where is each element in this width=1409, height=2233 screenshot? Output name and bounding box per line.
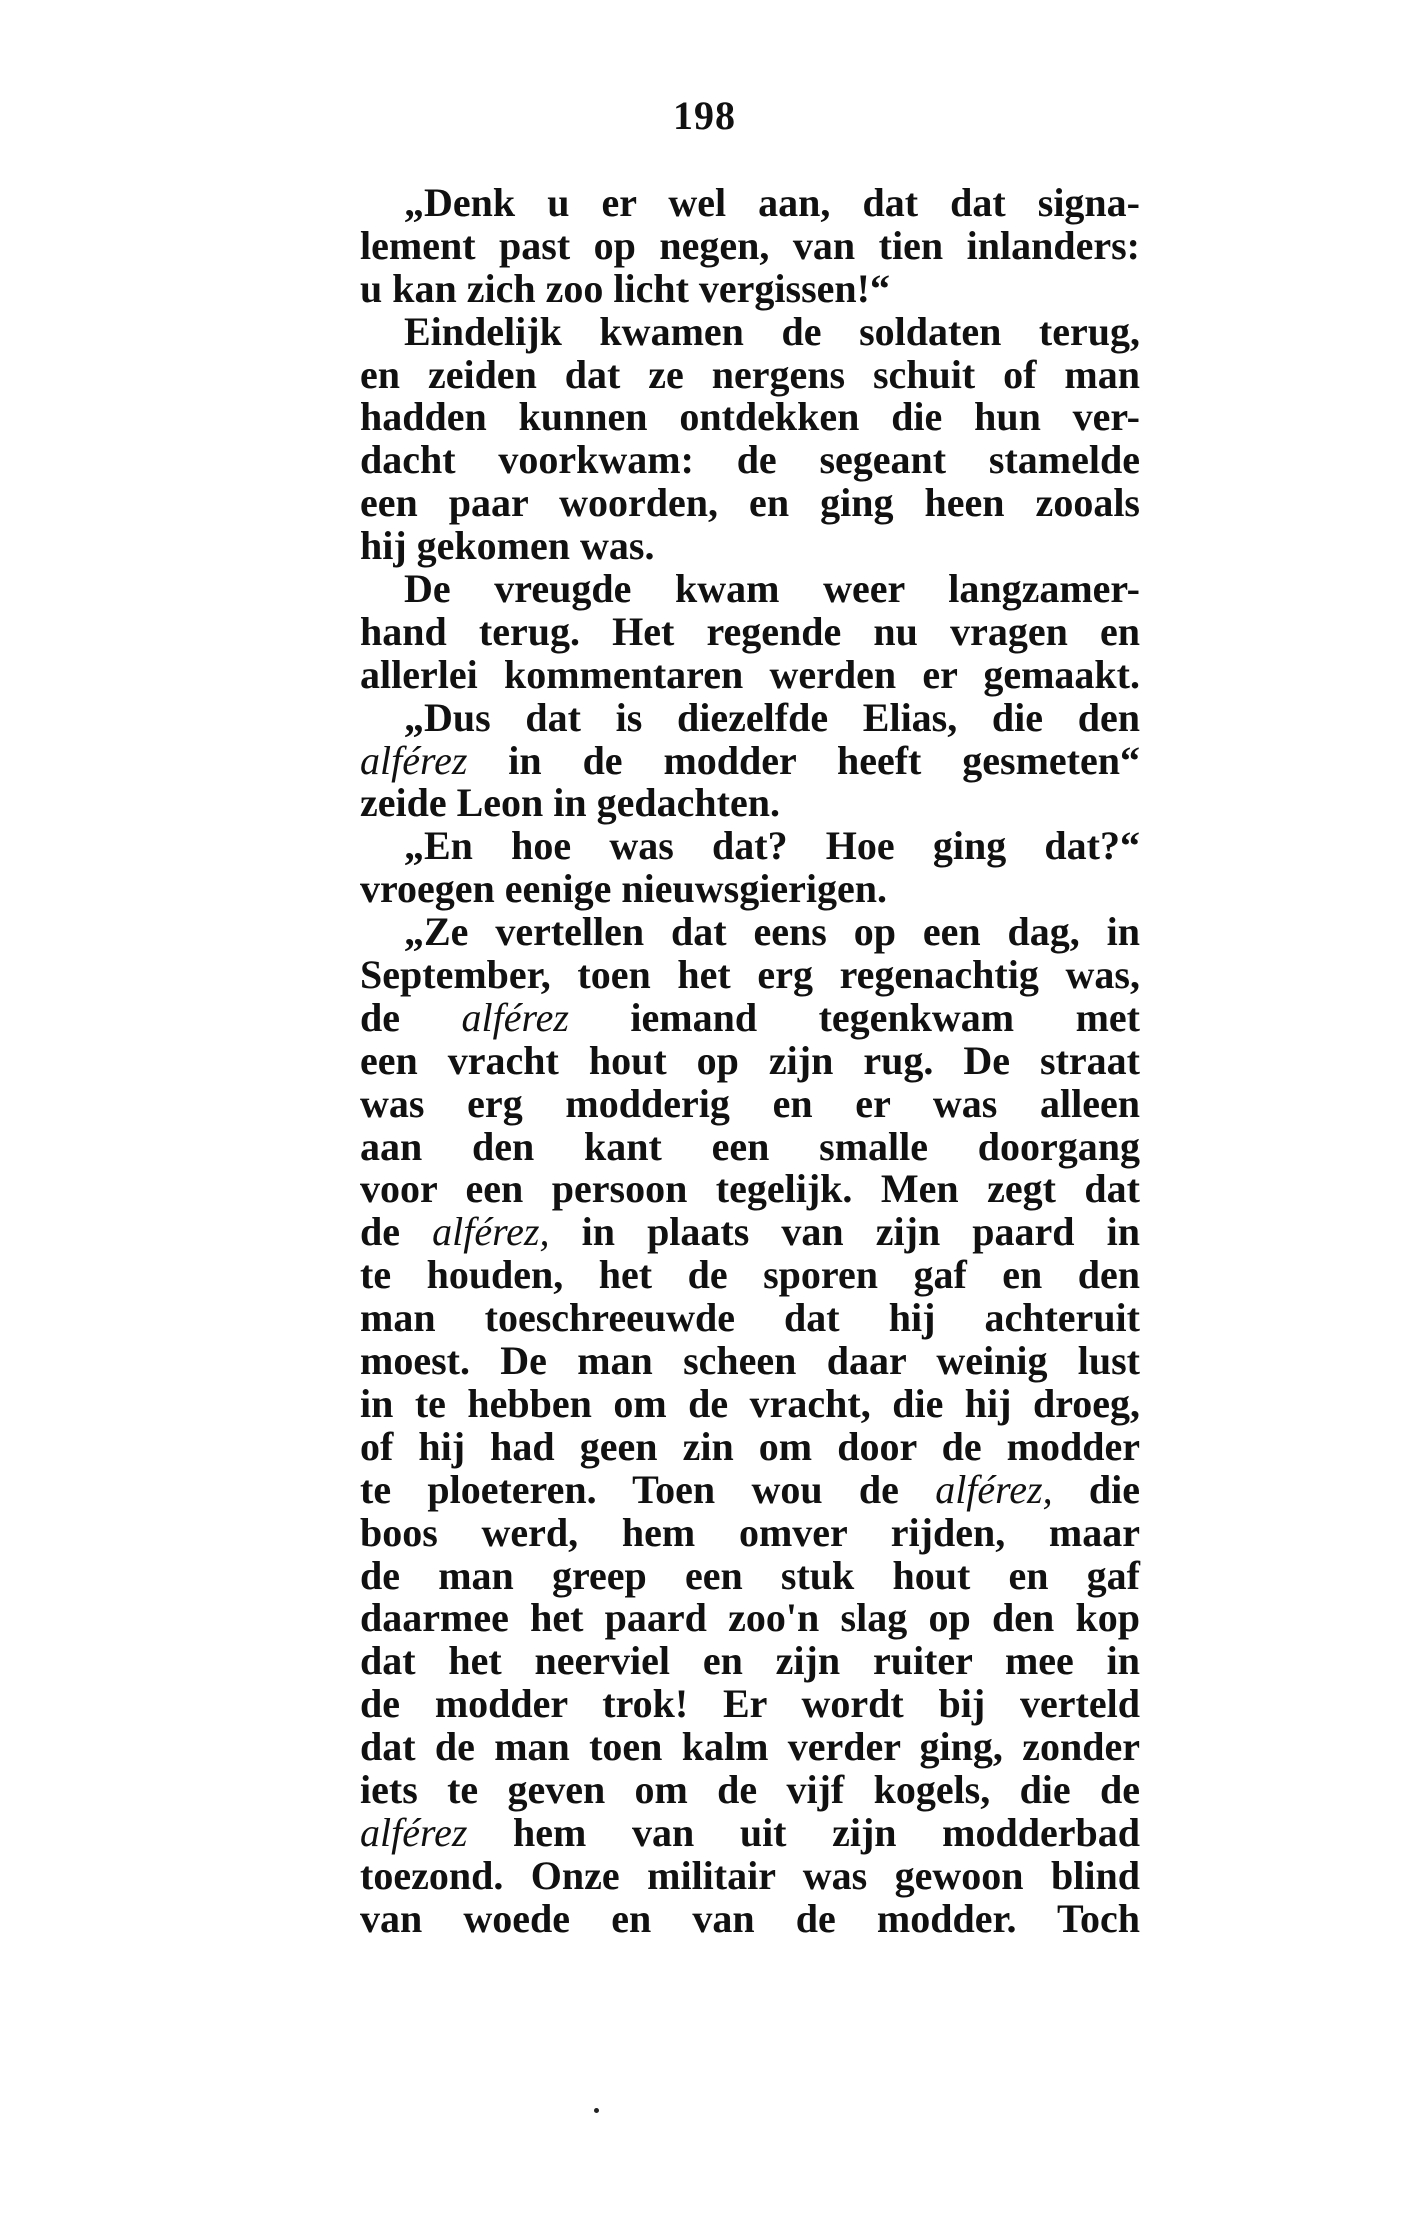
text-segment: de modder trok! Er wordt bij verteld	[360, 1681, 1140, 1727]
text-segment: die	[1052, 1466, 1140, 1512]
text-segment: Eindelijk kwamen de soldaten terug,	[404, 308, 1140, 354]
text-line	[360, 1509, 1140, 1555]
text-line	[360, 1640, 1140, 1683]
text-segment: hadden kunnen ontdekken die hun ver-	[360, 394, 1140, 440]
text-segment: man toeschreeuwde dat hij achteruit	[360, 1295, 1140, 1341]
text-segment: iets te geven om de vijf kogels, die de	[360, 1766, 1140, 1812]
text-line	[360, 1254, 1140, 1297]
text-segment: daarmee het paard zoo'n slag op den kop	[360, 1595, 1140, 1641]
text-segment: boos werd, hem omver rijden, maar	[360, 1509, 1140, 1555]
text-line	[360, 1211, 1140, 1254]
text-segment: te houden, het de sporen gaf en den	[360, 1252, 1140, 1298]
text-line	[360, 265, 1140, 311]
text-line	[360, 396, 1140, 439]
italic-term: alférez	[360, 1809, 468, 1855]
text-line	[360, 222, 1140, 268]
text-line	[360, 568, 1140, 611]
text-line	[360, 954, 1140, 997]
text-segment: „Denk u er wel aan, dat dat signa-	[404, 180, 1140, 225]
text-line	[360, 1123, 1140, 1169]
text-line	[360, 825, 1140, 868]
text-segment: September, toen het erg regenachtig was,	[360, 952, 1140, 998]
text-line	[360, 608, 1140, 654]
text-line	[360, 1895, 1140, 1941]
text-line	[360, 1766, 1140, 1812]
text-line	[360, 1037, 1140, 1083]
text-line	[360, 651, 1140, 697]
text-line	[360, 1466, 1140, 1512]
text-segment: allerlei kommentaren werden er gemaakt.	[360, 651, 1140, 697]
text-segment: hij gekomen was.	[360, 523, 655, 569]
text-line	[360, 1340, 1140, 1383]
text-line	[360, 737, 1140, 783]
text-line	[360, 1726, 1140, 1769]
print-speck	[594, 2108, 599, 2113]
text-segment: „Ze vertellen dat eens op een dag, in	[404, 909, 1140, 955]
text-segment: de	[360, 994, 462, 1040]
text-line	[360, 1552, 1140, 1598]
text-segment: vroegen eenige nieuwsgierigen.	[360, 866, 887, 912]
text-line	[360, 182, 1140, 225]
italic-term: alférez	[461, 994, 569, 1040]
text-segment: of hij had geen zin om door de modder	[360, 1423, 1140, 1469]
text-segment: „Dus dat is diezelfde Elias, die den	[404, 694, 1140, 740]
text-line	[360, 439, 1140, 482]
text-segment: voor een persoon tegelijk. Men zegt dat	[360, 1166, 1140, 1212]
text-line	[360, 782, 1140, 825]
text-segment: dat de man toen kalm verder ging, zonder	[360, 1724, 1140, 1770]
text-line	[360, 1597, 1140, 1640]
text-line	[360, 1080, 1140, 1126]
text-segment: in te hebben om de vracht, die hij droeg,	[360, 1380, 1140, 1426]
text-segment: een vracht hout op zijn rug. De straat	[360, 1037, 1140, 1083]
text-segment: iemand tegenkwam met	[568, 994, 1140, 1040]
page-number: 198	[673, 93, 736, 138]
text-segment: hem van uit zijn modderbad	[467, 1809, 1140, 1855]
text-line	[360, 351, 1140, 397]
text-segment: van woede en van de modder. Toch	[360, 1895, 1140, 1941]
body-text	[360, 182, 1140, 1941]
italic-term: alférez,	[935, 1466, 1053, 1512]
text-segment: dacht voorkwam: de segeant stamelde	[360, 437, 1140, 483]
text-line	[360, 868, 1140, 911]
text-segment: de man greep een stuk hout en gaf	[360, 1552, 1140, 1598]
text-segment: een paar woorden, en ging heen zooals	[360, 480, 1140, 526]
text-line	[360, 1380, 1140, 1426]
text-line	[360, 1852, 1140, 1898]
text-segment: hand terug. Het regende nu vragen en	[360, 608, 1140, 654]
text-segment: zeide Leon in gedachten.	[360, 780, 780, 826]
text-line	[360, 308, 1140, 354]
text-segment: toezond. Onze militair was gewoon blind	[360, 1852, 1140, 1898]
text-segment: moest. De man scheen daar weinig lust	[360, 1338, 1140, 1384]
text-segment: in de modder heeft gesmeten“	[467, 737, 1140, 783]
text-line	[360, 994, 1140, 1040]
text-line	[360, 1683, 1140, 1726]
text-segment: te ploeteren. Toen wou de	[360, 1466, 936, 1512]
text-segment: was erg modderig en er was alleen	[360, 1080, 1140, 1126]
text-segment: de	[360, 1209, 433, 1255]
text-line	[360, 1297, 1140, 1340]
italic-term: alférez,	[432, 1209, 550, 1255]
text-line	[360, 1168, 1140, 1211]
italic-term: alférez	[360, 737, 468, 783]
text-line	[360, 911, 1140, 954]
text-segment: lement past op negen, van tien inlanders:	[360, 222, 1140, 268]
text-line	[360, 1809, 1140, 1855]
text-line	[360, 1423, 1140, 1469]
text-segment: aan den kant een smalle doorgang	[360, 1123, 1140, 1169]
text-segment: en zeiden dat ze nergens schuit of man	[360, 351, 1140, 397]
text-segment: dat het neerviel en zijn ruiter mee in	[360, 1638, 1140, 1684]
text-segment: in plaats van zijn paard in	[549, 1209, 1141, 1255]
text-line	[360, 694, 1140, 740]
text-line	[360, 525, 1140, 568]
text-segment: De vreugde kwam weer langzamer-	[404, 566, 1140, 612]
text-segment: u kan zich zoo licht vergissen!“	[360, 265, 890, 311]
text-line	[360, 482, 1140, 525]
text-segment: „En hoe was dat? Hoe ging dat?“	[404, 823, 1140, 869]
